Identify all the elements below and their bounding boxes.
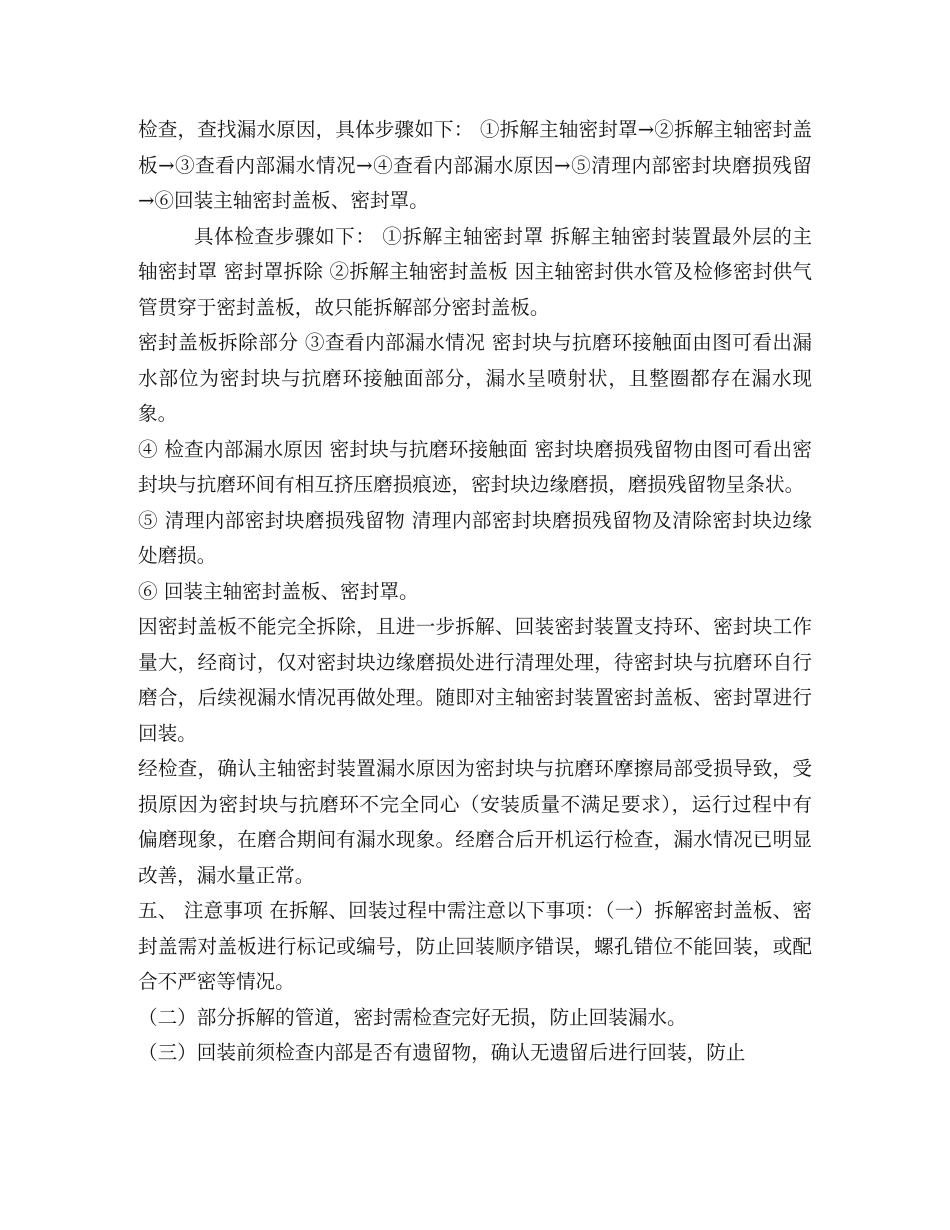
- paragraph-decision: 因密封盖板不能完全拆除，且进一步拆解、回装密封装置支持环、密封块工作量大，经商讨，仅对密封块边缘磨损处进行清理处理，待密封块与抗磨环自行磨合，后续视漏水情况再做处理。随即对主轴密封装置密封盖板、密封罩进行回装。: [138, 615, 812, 745]
- paragraph-check-leak-condition: 密封盖板拆除部分 ③查看内部漏水情况 密封块与抗磨环接触面由图可看出漏水部位为密封块与抗磨环接触面部分，漏水呈喷射状，且整圈都存在漏水现象。: [138, 331, 812, 425]
- paragraph-detailed-steps: 具体检查步骤如下： ①拆解主轴密封罩 拆解主轴密封装置最外层的主轴密封罩 密封罩拆除 ②拆解主轴密封盖板 因主轴密封供水管及检修密封供气管贯穿于密封盖板，故只能拆解部分密封盖板。: [138, 224, 812, 319]
- paragraph-precautions-heading: 五、 注意事项 在拆解、回装过程中需注意以下事项：（一）拆解密封盖板、密封盖需对盖板进行标记或编号，防止回装顺序错误，螺孔错位不能回装，或配合不严密等情况。: [138, 899, 812, 993]
- paragraph-precaution-three: （三）回装前须检查内部是否有遗留物，确认无遗留后进行回装，防止: [138, 1041, 746, 1064]
- paragraph-inspection-steps-summary: 检查，查找漏水原因，具体步骤如下： ①拆解主轴密封罩→②拆解主轴密封盖板→③查看内部漏水情况→④查看内部漏水原因→⑤清理内部密封块磨损残留→⑥回装主轴密封盖板、密封罩。: [138, 118, 812, 212]
- paragraph-check-leak-cause: ④ 检查内部漏水原因 密封块与抗磨环接触面 密封块磨损残留物由图可看出密封块与抗磨环间有相互挤压磨损痕迹，密封块边缘磨损，磨损残留物呈条状。: [138, 437, 812, 496]
- paragraph-reinstall: ⑥ 回装主轴密封盖板、密封罩。: [138, 579, 419, 603]
- paragraph-clean-residue: ⑤ 清理内部密封块磨损残留物 清理内部密封块磨损残留物及清除密封块边缘处磨损。: [138, 508, 812, 567]
- document-body: [138, 112, 812, 1071]
- paragraph-precaution-two: （二）部分拆解的管道，密封需检查完好无损，防止回装漏水。: [138, 1005, 687, 1029]
- paragraph-conclusion: 经检查，确认主轴密封装置漏水原因为密封块与抗磨环摩擦局部受损导致，受损原因为密封块与抗磨环不完全同心（安装质量不满足要求），运行过程中有偏磨现象，在磨合期间有漏水现象。经磨合后开机运行检查，漏水情况已明显改善，漏水量正常。: [138, 757, 812, 887]
